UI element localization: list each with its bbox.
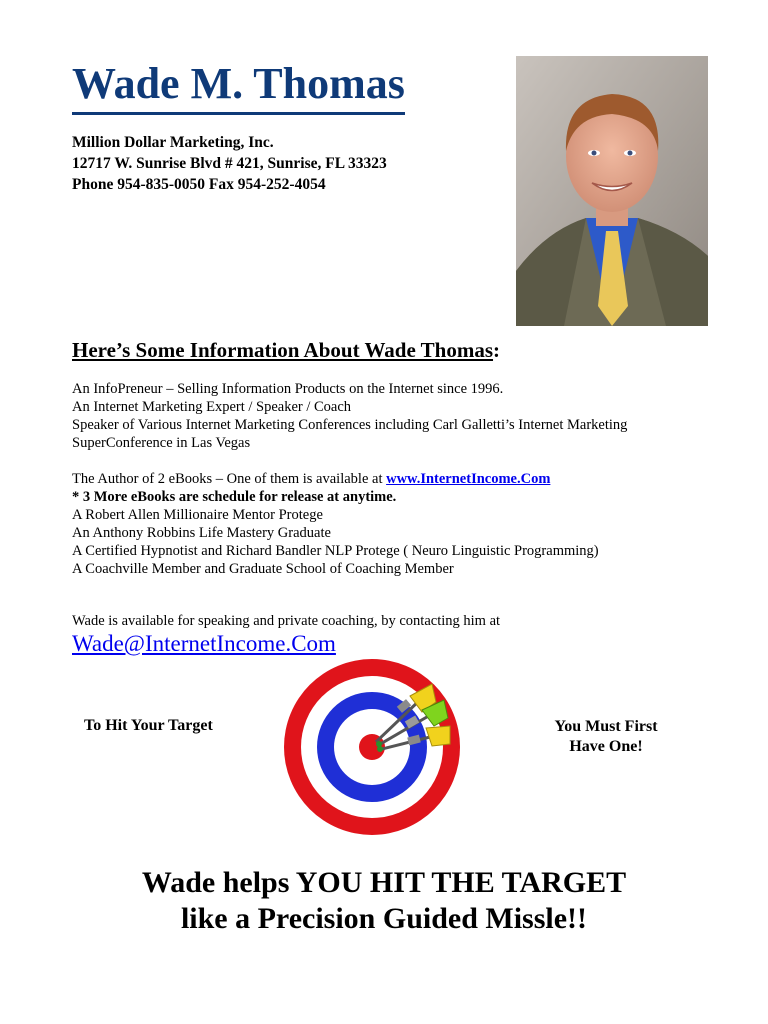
portrait-photo [516, 56, 708, 326]
target-right-text [540, 717, 672, 757]
bio-line: An Internet Marketing Expert / Speaker / Coach [72, 399, 352, 415]
tagline-line: like a Precision Guided Missle!! [180, 902, 588, 935]
target-left-text: To Hit Your Target [84, 717, 213, 734]
bio-line: A Certified Hypnotist and Richard Bandler NLP Protege ( Neuro Linguistic Programming) [72, 543, 599, 559]
bio-line: An InfoPreneur – Selling Information Products on the Internet since 1996. [72, 381, 504, 397]
internet-income-link[interactable]: www.InternetIncome.Com [386, 471, 551, 487]
target-right-line: Have One! [569, 738, 643, 755]
tagline [0, 865, 768, 937]
tagline-line: Wade helps YOU HIT THE TARGET [141, 866, 627, 899]
address: 12717 W. Sunrise Blvd # 421, Sunrise, FL 33323 [72, 155, 387, 172]
availability-text: Wade is available for speaking and private coaching, by contacting him at [72, 613, 501, 629]
contact-block [72, 132, 387, 195]
bio-line: A Robert Allen Millionaire Mentor Protege [72, 507, 323, 523]
bio-list-1 [72, 380, 692, 452]
info-heading-text: Here’s Some Information About Wade Thomas [72, 338, 494, 362]
ebooks-prefix: The Author of 2 eBooks – One of them is available at [72, 471, 387, 487]
ebooks-line [72, 470, 692, 488]
ebooks-more-line: * 3 More eBooks are schedule for release at anytime. [72, 489, 397, 505]
info-heading-colon: : [493, 338, 501, 362]
bio-line: SuperConference in Las Vegas [72, 435, 251, 451]
phone-fax: Phone 954-835-0050 Fax 954-252-4054 [72, 176, 326, 193]
bio-list-2 [72, 470, 692, 578]
target-graphic [284, 656, 464, 843]
bio-line: An Anthony Robbins Life Mastery Graduate [72, 525, 331, 541]
bio-line: A Coachville Member and Graduate School of Coaching Member [72, 561, 454, 577]
page-title: Wade M. Thomas [72, 56, 405, 115]
target-right-line: You Must First [554, 718, 658, 735]
info-heading [72, 337, 500, 363]
email-link[interactable]: Wade@InternetIncome.Com [72, 631, 336, 656]
bio-line: Speaker of Various Internet Marketing Conferences including Carl Galletti’s Internet Marketing [72, 417, 628, 433]
company-name: Million Dollar Marketing, Inc. [72, 134, 274, 151]
